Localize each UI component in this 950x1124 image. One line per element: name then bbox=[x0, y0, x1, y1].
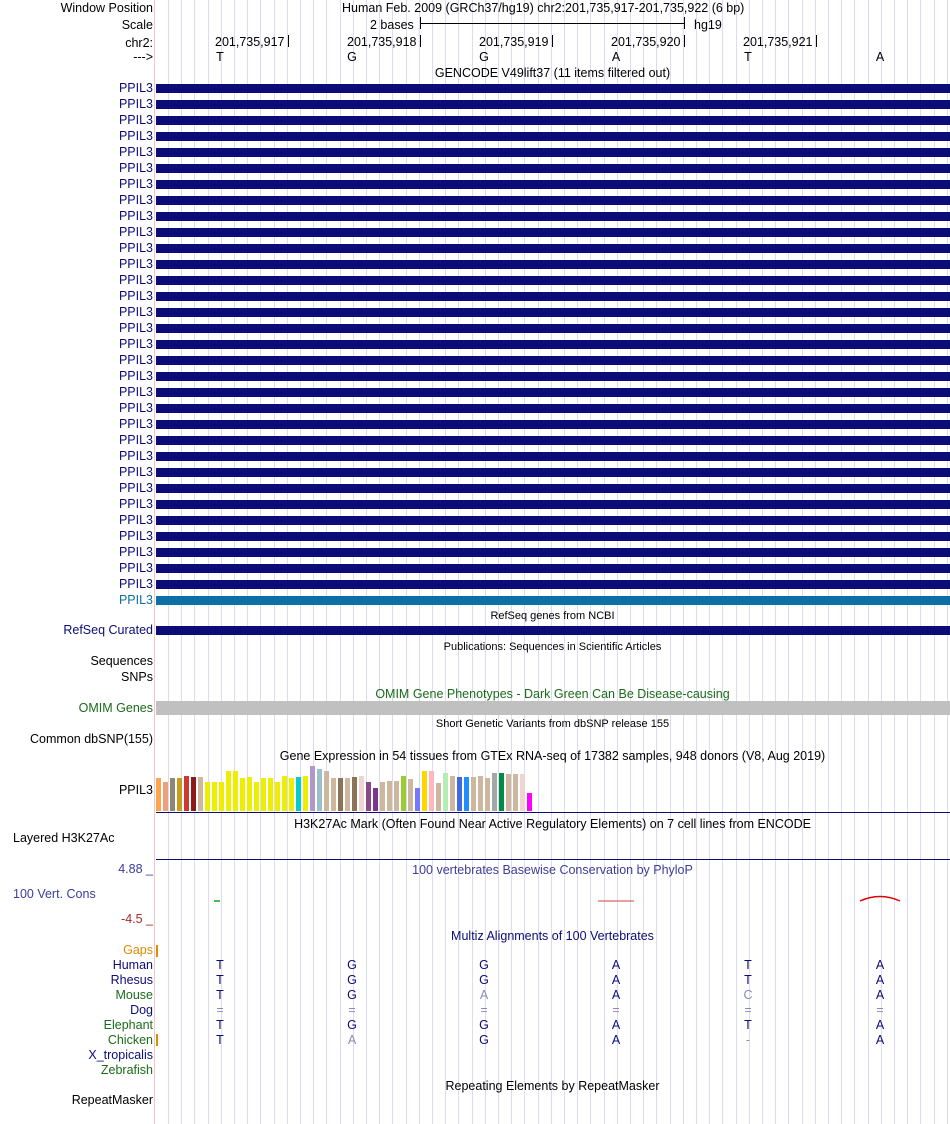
reference-base: A bbox=[875, 50, 885, 64]
gencode-transcript-label[interactable]: PPIL3 bbox=[118, 145, 153, 159]
h3k27ac-track-label[interactable]: Layered H3K27Ac bbox=[13, 831, 115, 845]
aligned-base: A bbox=[347, 1033, 357, 1047]
phylop-track-title: 100 vertebrates Basewise Conservation by PhyloP bbox=[412, 863, 693, 877]
gtex-tissue-bar[interactable] bbox=[282, 776, 287, 811]
species-label[interactable]: Rhesus bbox=[110, 973, 153, 987]
gencode-transcript-bar[interactable] bbox=[156, 388, 950, 397]
refseq-track-label[interactable]: RefSeq Curated bbox=[63, 623, 153, 637]
gtex-tissue-bar[interactable] bbox=[387, 781, 392, 811]
h3k27ac-track-title: H3K27Ac Mark (Often Found Near Active Regulatory Elements) on 7 cell lines from ENCODE bbox=[294, 817, 811, 831]
gtex-baseline bbox=[156, 812, 950, 813]
aligned-base: T bbox=[216, 973, 224, 987]
gencode-transcript-bar[interactable] bbox=[156, 580, 950, 589]
gencode-transcript-label[interactable]: PPIL3 bbox=[118, 561, 153, 575]
gtex-tissue-bar[interactable] bbox=[310, 766, 315, 811]
gencode-transcript-label[interactable]: PPIL3 bbox=[118, 321, 153, 335]
gencode-transcript-bar[interactable] bbox=[156, 228, 950, 237]
gencode-transcript-label[interactable]: PPIL3 bbox=[118, 257, 153, 271]
aligned-base: T bbox=[216, 1018, 224, 1032]
phylop-track-label[interactable]: 100 Vert. Cons bbox=[13, 887, 96, 901]
gtex-tissue-bar[interactable] bbox=[261, 778, 266, 811]
position-label: 201,735,921 bbox=[743, 35, 813, 49]
gencode-transcript-bar[interactable] bbox=[156, 420, 950, 429]
gencode-transcript-label[interactable]: PPIL3 bbox=[118, 577, 153, 591]
aligned-base: = bbox=[876, 1003, 884, 1017]
gencode-transcript-bar[interactable] bbox=[156, 516, 950, 525]
reference-base: G bbox=[479, 50, 489, 64]
gtex-tissue-bar[interactable] bbox=[268, 778, 273, 811]
species-label[interactable]: Chicken bbox=[107, 1033, 153, 1047]
aligned-base: G bbox=[347, 1018, 357, 1032]
refseq-track-title: RefSeq genes from NCBI bbox=[490, 610, 615, 622]
gaps-marker bbox=[156, 945, 158, 957]
gencode-transcript-bar[interactable] bbox=[156, 372, 950, 381]
repeatmasker-track-title: Repeating Elements by RepeatMasker bbox=[445, 1079, 660, 1093]
gencode-transcript-bar[interactable] bbox=[156, 500, 950, 509]
gencode-transcript-bar[interactable] bbox=[156, 260, 950, 269]
omim-gene-bar[interactable] bbox=[156, 701, 950, 715]
aligned-base: A bbox=[611, 1033, 621, 1047]
gencode-transcript-bar[interactable] bbox=[156, 404, 950, 413]
aligned-base: A bbox=[479, 988, 489, 1002]
aligned-base: T bbox=[216, 958, 224, 972]
gencode-transcript-label[interactable]: PPIL3 bbox=[118, 225, 153, 239]
gtex-tissue-bar[interactable] bbox=[212, 782, 217, 811]
gencode-transcript-bar[interactable] bbox=[156, 532, 950, 541]
gtex-tissue-bar[interactable] bbox=[331, 778, 336, 811]
gencode-transcript-label[interactable]: PPIL3 bbox=[118, 305, 153, 319]
gtex-tissue-bar[interactable] bbox=[499, 773, 504, 811]
species-label[interactable]: Mouse bbox=[115, 988, 153, 1002]
aligned-base: G bbox=[347, 988, 357, 1002]
position-label: 201,735,919 bbox=[479, 35, 549, 49]
gtex-tissue-bar[interactable] bbox=[471, 777, 476, 811]
gtex-tissue-bar[interactable] bbox=[485, 778, 490, 811]
scale-value: 2 bases bbox=[370, 18, 414, 32]
gtex-tissue-bar[interactable] bbox=[324, 771, 329, 811]
phylop-max-label: 4.88 _ bbox=[118, 862, 153, 876]
strand-label: ---> bbox=[133, 50, 153, 64]
gencode-transcript-bar[interactable] bbox=[156, 100, 950, 109]
gtex-tissue-bar[interactable] bbox=[296, 777, 301, 811]
repeatmasker-track-label[interactable]: RepeatMasker bbox=[71, 1093, 153, 1107]
gencode-transcript-label[interactable]: PPIL3 bbox=[118, 545, 153, 559]
multiz-track-title: Multiz Alignments of 100 Vertebrates bbox=[451, 929, 654, 943]
gtex-tissue-bar[interactable] bbox=[436, 783, 441, 811]
aligned-base: = bbox=[216, 1003, 224, 1017]
gencode-transcript-bar[interactable] bbox=[156, 484, 950, 493]
gencode-transcript-bar[interactable] bbox=[156, 116, 950, 125]
phylop-signal bbox=[156, 880, 950, 920]
h3k27ac-baseline bbox=[156, 859, 950, 860]
gencode-transcript-bar[interactable] bbox=[156, 564, 950, 573]
gencode-transcript-label[interactable]: PPIL3 bbox=[118, 177, 153, 191]
reference-base: T bbox=[744, 50, 752, 64]
position-tick bbox=[684, 35, 685, 47]
aligned-base: T bbox=[216, 1033, 224, 1047]
aligned-base: - bbox=[745, 1033, 751, 1047]
gtex-tissue-bar[interactable] bbox=[408, 779, 413, 811]
aligned-base: G bbox=[347, 958, 357, 972]
gtex-tissue-bar[interactable] bbox=[198, 777, 203, 811]
gtex-tissue-bar[interactable] bbox=[184, 776, 189, 811]
gtex-tissue-bar[interactable] bbox=[443, 773, 448, 811]
gridline-left-edge bbox=[154, 0, 155, 1124]
gtex-tissue-bar[interactable] bbox=[156, 778, 161, 811]
gencode-transcript-label[interactable]: PPIL3 bbox=[118, 209, 153, 223]
gtex-tissue-bar[interactable] bbox=[289, 778, 294, 811]
aligned-base: A bbox=[875, 1018, 885, 1032]
aligned-base: T bbox=[216, 988, 224, 1002]
gencode-transcript-label[interactable]: PPIL3 bbox=[118, 513, 153, 527]
gtex-tissue-bar[interactable] bbox=[275, 782, 280, 811]
gtex-tissue-bar[interactable] bbox=[205, 782, 210, 811]
gencode-transcript-bar[interactable] bbox=[156, 452, 950, 461]
gtex-bar-chart[interactable] bbox=[156, 765, 536, 811]
species-label[interactable]: Human bbox=[112, 958, 153, 972]
aligned-base: = bbox=[612, 1003, 620, 1017]
omim-track-title: OMIM Gene Phenotypes - Dark Green Can Be Disease-causing bbox=[375, 687, 730, 701]
gtex-tissue-bar[interactable] bbox=[177, 778, 182, 811]
reference-base: A bbox=[611, 50, 621, 64]
aligned-base: T bbox=[744, 958, 752, 972]
window-position-label: Window Position bbox=[60, 1, 153, 15]
gencode-transcript-bar[interactable] bbox=[156, 468, 950, 477]
gencode-transcript-bar[interactable] bbox=[156, 436, 950, 445]
aligned-base: A bbox=[875, 973, 885, 987]
species-label[interactable]: X_tropicalis bbox=[88, 1048, 153, 1062]
gencode-transcript-bar[interactable] bbox=[156, 84, 950, 93]
gtex-tissue-bar[interactable] bbox=[394, 781, 399, 811]
gencode-transcript-bar[interactable] bbox=[156, 196, 950, 205]
gtex-tissue-bar[interactable] bbox=[380, 782, 385, 811]
scale-bar-left-tick bbox=[420, 17, 421, 29]
gtex-tissue-bar[interactable] bbox=[233, 771, 238, 811]
aligned-base: G bbox=[347, 973, 357, 987]
gencode-transcript-label[interactable]: PPIL3 bbox=[118, 449, 153, 463]
scale-bar-right-tick bbox=[684, 17, 685, 29]
aligned-base: G bbox=[479, 1018, 489, 1032]
gencode-transcript-label[interactable]: PPIL3 bbox=[118, 129, 153, 143]
gtex-tissue-bar[interactable] bbox=[478, 776, 483, 811]
gencode-transcript-bar[interactable] bbox=[156, 324, 950, 333]
aligned-base: A bbox=[875, 988, 885, 1002]
gtex-tissue-bar[interactable] bbox=[247, 777, 252, 811]
gencode-transcript-label[interactable]: PPIL3 bbox=[118, 273, 153, 287]
gtex-tissue-bar[interactable] bbox=[226, 771, 231, 811]
scale-assembly: hg19 bbox=[694, 18, 722, 32]
gencode-transcript-bar[interactable] bbox=[156, 180, 950, 189]
species-label[interactable]: Dog bbox=[130, 1003, 153, 1017]
gtex-tissue-bar[interactable] bbox=[359, 776, 364, 811]
aligned-base: C bbox=[743, 988, 753, 1002]
gencode-transcript-label[interactable]: PPIL3 bbox=[118, 401, 153, 415]
gtex-track-title: Gene Expression in 54 tissues from GTEx RNA-seq of 17382 samples, 948 donors (V8, Aug 2019) bbox=[279, 749, 826, 763]
gtex-tissue-bar[interactable] bbox=[506, 774, 511, 811]
aligned-base: = bbox=[348, 1003, 356, 1017]
aligned-base: T bbox=[744, 973, 752, 987]
gtex-tissue-bar[interactable] bbox=[464, 777, 469, 811]
gtex-tissue-bar[interactable] bbox=[345, 778, 350, 811]
gencode-transcript-bar[interactable] bbox=[156, 308, 950, 317]
snps-label[interactable]: SNPs bbox=[121, 670, 153, 684]
chicken-gap-marker bbox=[156, 1034, 158, 1046]
multiz-gaps-label: Gaps bbox=[123, 943, 153, 957]
position-label: 201,735,917 bbox=[215, 35, 285, 49]
aligned-base: A bbox=[875, 1033, 885, 1047]
gencode-transcript-label[interactable]: PPIL3 bbox=[118, 385, 153, 399]
aligned-base: G bbox=[479, 1033, 489, 1047]
gtex-tissue-bar[interactable] bbox=[191, 777, 196, 811]
sequences-label[interactable]: Sequences bbox=[90, 654, 153, 668]
gtex-tissue-bar[interactable] bbox=[366, 782, 371, 811]
aligned-base: A bbox=[611, 973, 621, 987]
dbsnp-track-title: Short Genetic Variants from dbSNP release 155 bbox=[435, 718, 670, 730]
gencode-transcript-label[interactable]: PPIL3 bbox=[118, 81, 153, 95]
gtex-tissue-bar[interactable] bbox=[527, 793, 532, 811]
scale-label: Scale bbox=[121, 18, 153, 32]
gtex-tissue-bar[interactable] bbox=[457, 777, 462, 811]
gencode-transcript-bar[interactable] bbox=[156, 244, 950, 253]
window-position-value: Human Feb. 2009 (GRCh37/hg19) chr2:201,735,917-201,735,922 (6 bp) bbox=[342, 1, 745, 15]
gencode-transcript-label[interactable]: PPIL3 bbox=[118, 593, 153, 607]
aligned-base: G bbox=[479, 973, 489, 987]
gencode-transcript-label[interactable]: PPIL3 bbox=[118, 497, 153, 511]
position-tick bbox=[552, 35, 553, 47]
gencode-transcript-bar[interactable] bbox=[156, 148, 950, 157]
gencode-transcript-bar[interactable] bbox=[156, 276, 950, 285]
gtex-tissue-bar[interactable] bbox=[352, 777, 357, 811]
gtex-tissue-bar[interactable] bbox=[317, 769, 322, 811]
gencode-transcript-label[interactable]: PPIL3 bbox=[118, 353, 153, 367]
gencode-transcript-bar[interactable] bbox=[156, 212, 950, 221]
gtex-tissue-bar[interactable] bbox=[422, 771, 427, 811]
gencode-transcript-label[interactable]: PPIL3 bbox=[118, 193, 153, 207]
gencode-transcript-bar[interactable] bbox=[156, 596, 950, 605]
position-tick bbox=[420, 35, 421, 47]
aligned-base: A bbox=[875, 958, 885, 972]
gtex-tissue-bar[interactable] bbox=[520, 774, 525, 811]
gencode-transcript-bar[interactable] bbox=[156, 164, 950, 173]
gtex-tissue-bar[interactable] bbox=[170, 778, 175, 811]
scale-bar bbox=[420, 23, 685, 24]
publications-track-title: Publications: Sequences in Scientific Articles bbox=[443, 641, 662, 653]
aligned-base: A bbox=[611, 958, 621, 972]
reference-base: G bbox=[347, 50, 357, 64]
gtex-tissue-bar[interactable] bbox=[254, 782, 259, 811]
species-label[interactable]: Zebrafish bbox=[100, 1063, 153, 1077]
gencode-transcript-bar[interactable] bbox=[156, 356, 950, 365]
gencode-transcript-label[interactable]: PPIL3 bbox=[118, 289, 153, 303]
gencode-transcript-label[interactable]: PPIL3 bbox=[118, 369, 153, 383]
gtex-tissue-bar[interactable] bbox=[492, 773, 497, 811]
gtex-tissue-bar[interactable] bbox=[513, 774, 518, 811]
gtex-track-label[interactable]: PPIL3 bbox=[118, 783, 153, 797]
position-label: 201,735,918 bbox=[347, 35, 417, 49]
phylop-min-label: -4.5 _ bbox=[121, 912, 153, 926]
position-tick bbox=[816, 35, 817, 47]
gencode-transcript-bar[interactable] bbox=[156, 292, 950, 301]
gencode-transcript-label[interactable]: PPIL3 bbox=[118, 161, 153, 175]
position-label: 201,735,920 bbox=[611, 35, 681, 49]
gtex-tissue-bar[interactable] bbox=[401, 776, 406, 811]
gencode-transcript-label[interactable]: PPIL3 bbox=[118, 97, 153, 111]
gencode-transcript-label[interactable]: PPIL3 bbox=[118, 433, 153, 447]
aligned-base: A bbox=[611, 988, 621, 1002]
aligned-base: = bbox=[480, 1003, 488, 1017]
refseq-gene-bar[interactable] bbox=[156, 626, 950, 635]
reference-base: T bbox=[216, 50, 224, 64]
dbsnp-track-label[interactable]: Common dbSNP(155) bbox=[30, 732, 153, 746]
aligned-base: T bbox=[744, 1018, 752, 1032]
gencode-transcript-label[interactable]: PPIL3 bbox=[118, 417, 153, 431]
gencode-transcript-label[interactable]: PPIL3 bbox=[118, 529, 153, 543]
aligned-base: A bbox=[611, 1018, 621, 1032]
gtex-tissue-bar[interactable] bbox=[240, 778, 245, 811]
gencode-transcript-bar[interactable] bbox=[156, 132, 950, 141]
gencode-transcript-label[interactable]: PPIL3 bbox=[118, 337, 153, 351]
gtex-tissue-bar[interactable] bbox=[429, 771, 434, 811]
species-label[interactable]: Elephant bbox=[103, 1018, 153, 1032]
aligned-base: G bbox=[479, 958, 489, 972]
position-tick bbox=[288, 35, 289, 47]
gencode-transcript-label[interactable]: PPIL3 bbox=[118, 113, 153, 127]
gencode-transcript-label[interactable]: PPIL3 bbox=[118, 481, 153, 495]
gtex-tissue-bar[interactable] bbox=[219, 782, 224, 811]
gtex-tissue-bar[interactable] bbox=[373, 788, 378, 811]
gtex-tissue-bar[interactable] bbox=[450, 776, 455, 811]
omim-track-label[interactable]: OMIM Genes bbox=[78, 701, 153, 715]
gencode-track-title: GENCODE V49lift37 (11 items filtered out) bbox=[434, 66, 671, 80]
gtex-tissue-bar[interactable] bbox=[338, 778, 343, 811]
gencode-transcript-bar[interactable] bbox=[156, 340, 950, 349]
gtex-tissue-bar[interactable] bbox=[415, 788, 420, 811]
gencode-transcript-bar[interactable] bbox=[156, 548, 950, 557]
gencode-transcript-label[interactable]: PPIL3 bbox=[118, 465, 153, 479]
aligned-base: = bbox=[744, 1003, 752, 1017]
chrom-label: chr2: bbox=[125, 36, 153, 50]
gencode-transcript-label[interactable]: PPIL3 bbox=[118, 241, 153, 255]
gtex-tissue-bar[interactable] bbox=[303, 776, 308, 811]
gtex-tissue-bar[interactable] bbox=[163, 782, 168, 811]
